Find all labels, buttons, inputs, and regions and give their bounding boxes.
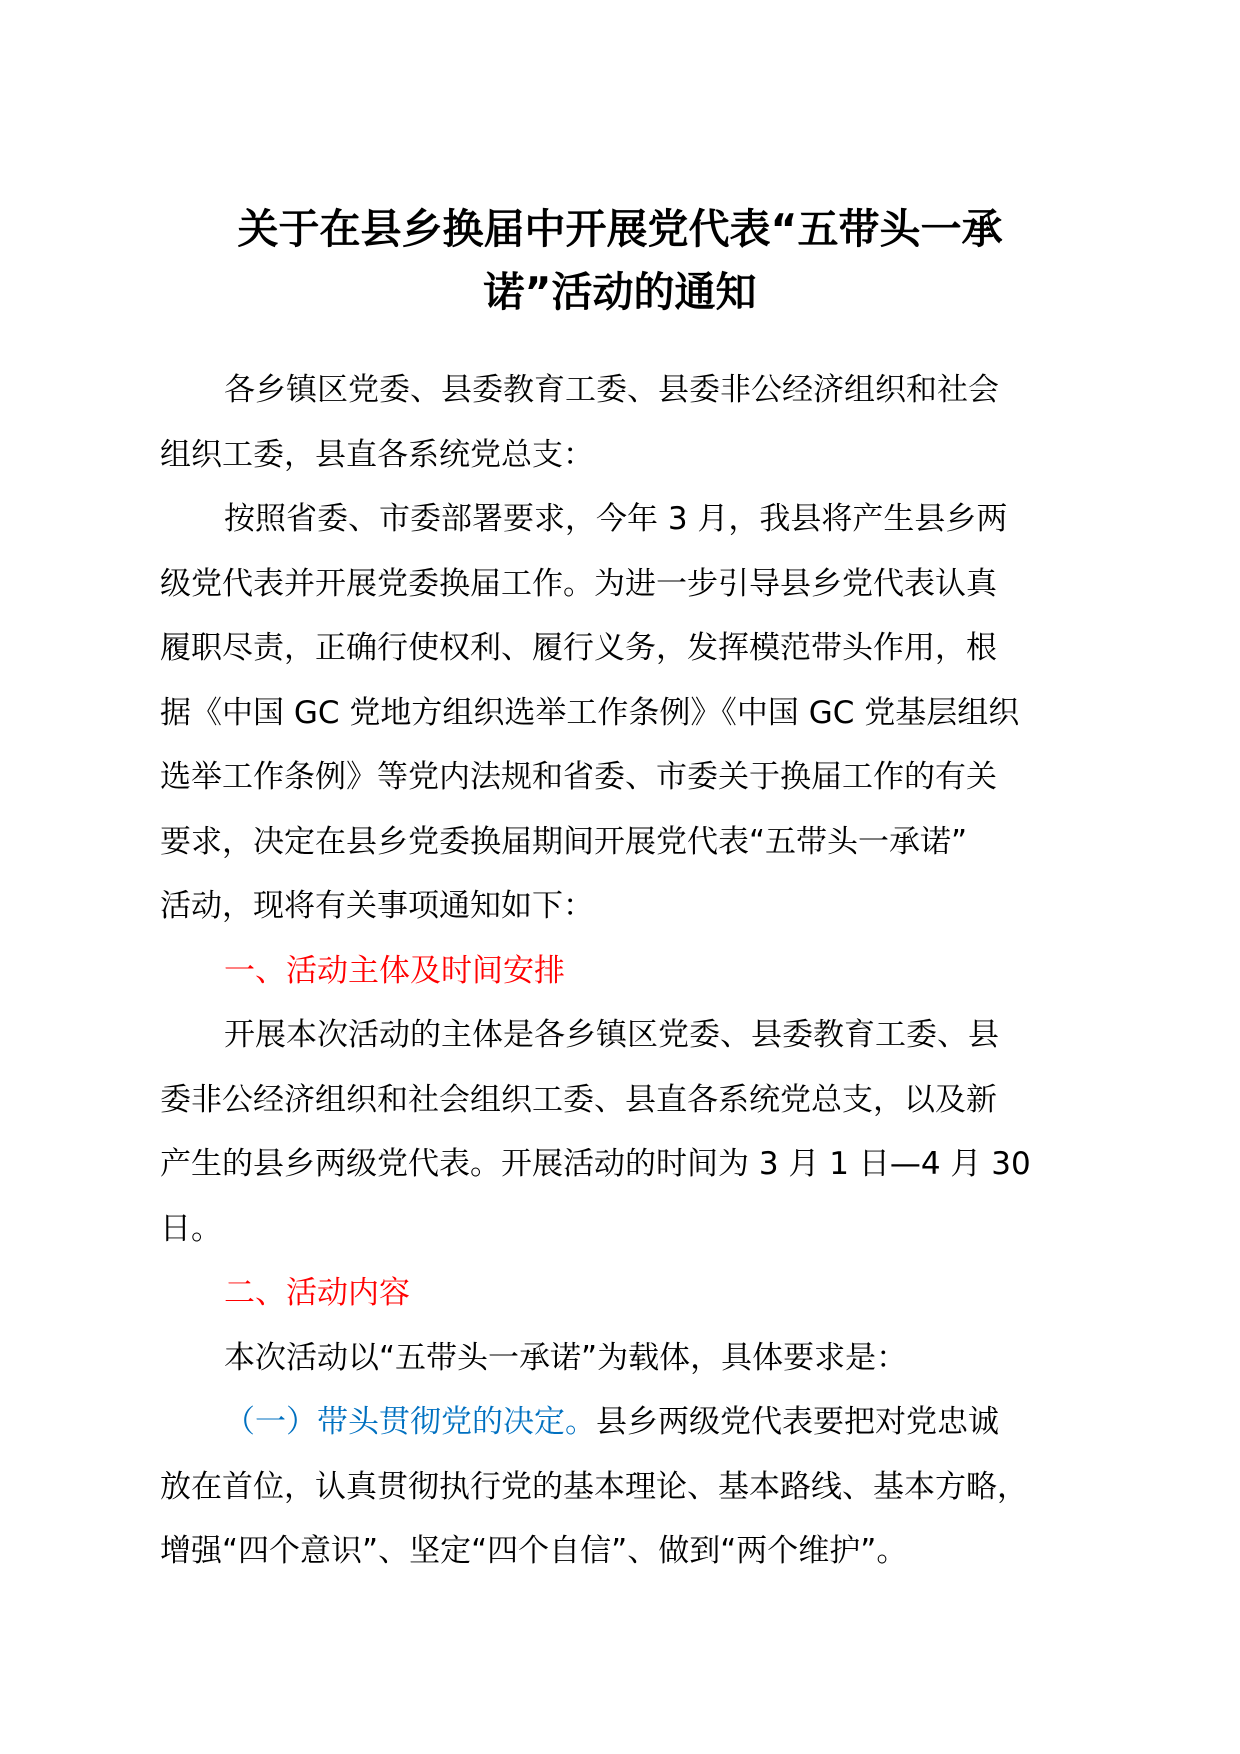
para2-line-1: 开展本次活动的主体是各乡镇区党委、县委教育工委、县 [224,1017,999,1053]
para2-line-2: 委非公经济组织和社会组织工委、县直各系统党总支，以及新 [160,1081,997,1118]
item1-text-1: 县乡两级党代表要把对党忠诚 [596,1404,999,1440]
para3-line-1: 本次活动以“五带头一承诺”为载体，具体要求是： [224,1339,908,1376]
para1-line-3: 履职尽责，正确行使权利、履行义务，发挥模范带头作用，根 [160,630,997,666]
item1-line-1 [160,1390,1120,1455]
para1-line-5: 选举工作条例》等党内法规和省委、市委关于换届工作的有关 [160,759,997,795]
item1-line-2: 放在首位，认真贯彻执行党的基本理论、基本路线、基本方略， [160,1468,1028,1505]
item1-label: （一）带头贯彻党的决定。 [224,1404,596,1440]
title-line-2: 诺”活动的通知 [483,268,757,316]
document-body [160,358,1120,1584]
para1-line-2: 级党代表并开展党委换届工作。为进一步引导县乡党代表认真 [160,565,997,602]
salutation-line-2: 组织工委，县直各系统党总支： [160,436,594,473]
para2-line-4: 日。 [160,1210,222,1247]
para2-line-3: 产生的县乡两级党代表。开展活动的时间为 3 月 1 日—4 月 30 [160,1146,1031,1182]
para1-line-1: 按照省委、市委部署要求，今年 3 月，我县将产生县乡两 [224,501,1008,537]
para1-line-7: 活动，现将有关事项通知如下： [160,888,594,924]
document-title [150,198,1090,324]
para1-line-6: 要求，决定在县乡党委换届期间开展党代表“五带头一承诺” [160,823,968,860]
salutation-line-1: 各乡镇区党委、县委教育工委、县委非公经济组织和社会 [224,372,999,408]
section-heading-1: 一、活动主体及时间安排 [224,952,565,989]
title-line-1: 关于在县乡换届中开展党代表“五带头一承 [237,205,1003,253]
para1-line-4: 据《中国 GC 党地方组织选举工作条例》《中国 GC 党基层组织 [160,694,1020,731]
section-heading-2: 二、活动内容 [224,1275,410,1311]
item1-line-3: 增强“四个意识”、坚定“四个自信”、做到“两个维护”。 [160,1533,908,1569]
